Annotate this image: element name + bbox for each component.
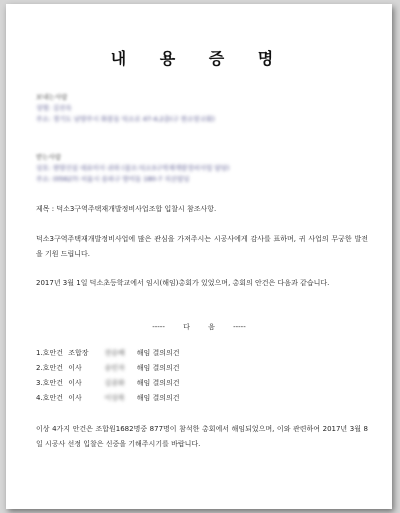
sender-block: [36, 92, 215, 125]
divider-dashes-right: -----: [233, 323, 246, 331]
agenda-list: [36, 346, 180, 406]
agenda-item: [36, 391, 180, 406]
agenda-person: 송민자: [104, 364, 125, 372]
divider-dashes-left: -----: [152, 323, 165, 331]
agenda-person: 전승배: [104, 349, 125, 357]
agenda-person: 이상복: [104, 394, 125, 402]
greeting-paragraph: 덕소3구역주택재개발정비사업에 많은 관심을 가져주시는 시공사에게 감사를 표하며, 귀 사업의 무궁한 발전을 기원 드립니다.: [36, 235, 368, 258]
subject-line: 제목 : 덕소3구역주택재개발정비사업조합 입찰시 참조사항.: [36, 205, 217, 213]
agenda-item: [36, 346, 180, 361]
agenda-number: 4.호안건: [36, 394, 63, 402]
agenda-role: 이사: [68, 379, 82, 387]
agenda-item: [36, 361, 180, 376]
agenda-desc: 해임 결의의건: [136, 364, 180, 372]
receiver-heading: 받는사람: [36, 153, 62, 161]
receiver-address: 주소: (05627) 서울시 송파구 방이동 180-7 지산빌딩: [36, 175, 190, 183]
document-title: 내 용 증 명: [110, 49, 288, 68]
agenda-desc: 해임 결의의건: [136, 349, 180, 357]
receiver-block: [36, 152, 229, 185]
agenda-desc: 해임 결의의건: [136, 379, 180, 387]
agenda-item: [36, 376, 180, 391]
sender-address: 주소: 경기도 남양주시 화봉동 덕소로 47-4,2층(구 한소망교회): [36, 115, 215, 123]
agenda-number: 3.호안건: [36, 379, 63, 387]
divider-line: [6, 322, 392, 332]
meeting-paragraph: 2017년 3월 1일 덕소초등학교에서 임시(해임)총회가 있었으며, 총회의 안건은 다음과 같습니다.: [36, 279, 330, 287]
agenda-desc: 해임 결의의건: [136, 394, 180, 402]
sender-name: 성명: 김진숙: [36, 104, 72, 112]
closing-paragraph: 이상 4가지 안건은 조합원1682명중 877명이 참석한 총회에서 해임되었으며, 이와 관련하여 2017년 3월 8일 시공사 선정 입찰은 신중을 기해주시기를 바랍니다.: [36, 425, 368, 448]
agenda-number: 1.호안건: [36, 349, 63, 357]
divider-word-1: 다: [183, 323, 190, 331]
agenda-role: 이사: [68, 394, 82, 402]
agenda-number: 2.호안건: [36, 364, 63, 372]
document-page: [6, 4, 392, 509]
agenda-role: 조합장: [68, 349, 89, 357]
agenda-person: 김종화: [104, 379, 125, 387]
agenda-role: 이사: [68, 364, 82, 372]
receiver-company: 상호: 현양건설 대표이사 귀하 (참조:덕소3구역재개발정비사업 담당): [36, 164, 230, 172]
divider-word-2: 음: [208, 323, 215, 331]
sender-heading: 보내는사람: [36, 93, 68, 101]
